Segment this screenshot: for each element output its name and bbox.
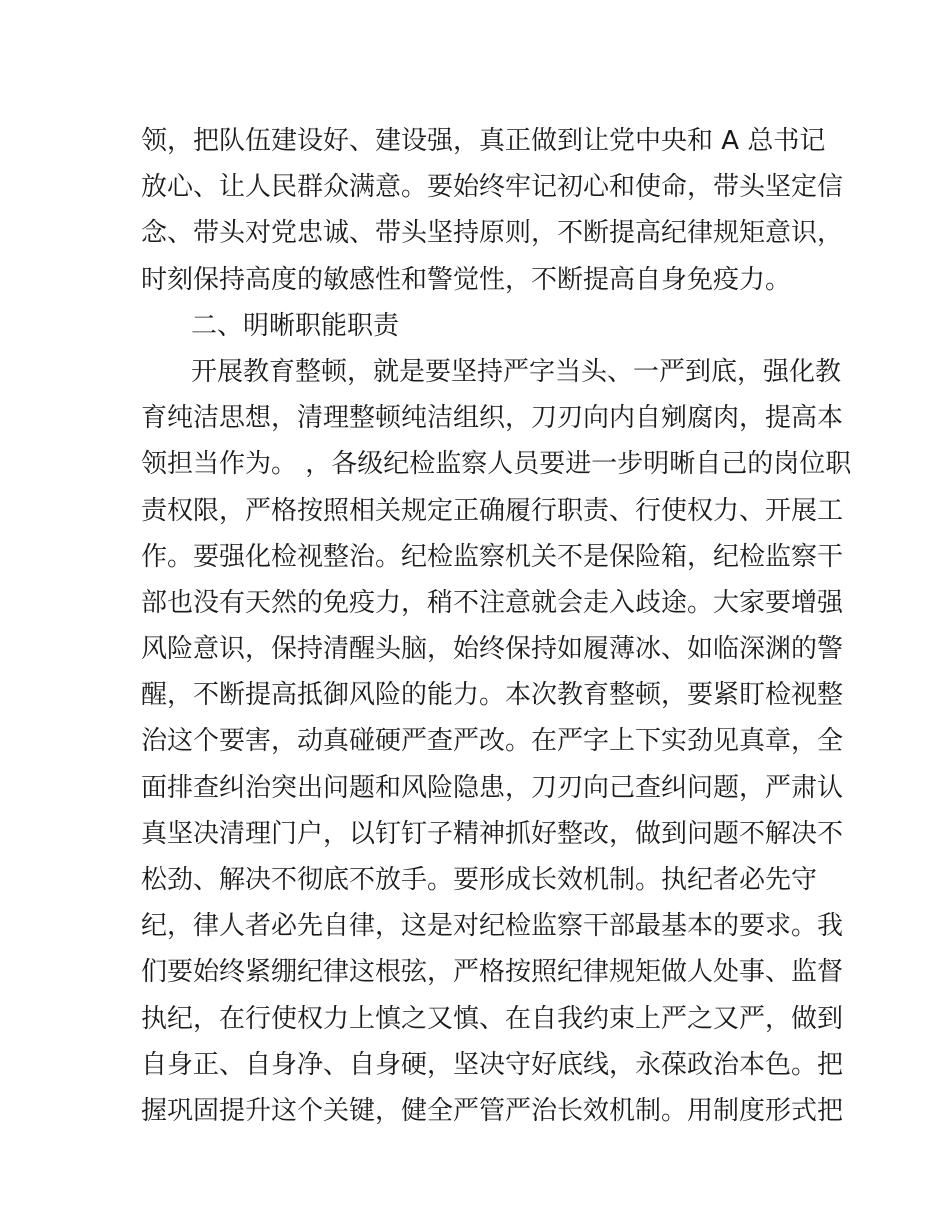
paragraph-line: 真坚决清理门户，以钉钉子精神抓好整改，做到问题不解决不 — [141, 818, 844, 849]
paragraph-2 — [141, 349, 852, 1134]
paragraph-line: 面排查纠治突出问题和风险隐患，刀刃向己查纠问题，严肃认 — [141, 772, 844, 803]
paragraph-line: 自身正、自身净、自身硬，坚决守好底线，永葆政治本色。把 — [141, 1049, 844, 1080]
paragraph-line: 纪，律人者必先自律，这是对纪检监察干部最基本的要求。我 — [141, 911, 844, 942]
paragraph-line: 作。要强化检视整治。纪检监察机关不是保险箱，纪检监察干 — [141, 541, 844, 572]
paragraph-line: 领担当作为。 ，各级纪检监察人员要进一步明晰自己的岗位职 — [141, 449, 852, 480]
paragraph-1 — [141, 118, 844, 303]
paragraph-line: 治这个要害，动真碰硬严查严改。在严字上下实劲见真章，全 — [141, 726, 844, 757]
paragraph-line: 开展教育整顿，就是要坚持严字当头、一严到底，强化教 — [191, 356, 842, 387]
paragraph-line: 执纪，在行使权力上慎之又慎、在自我约束上严之又严，做到 — [141, 1003, 844, 1034]
paragraph-line: 握巩固提升这个关键，健全严管严治长效机制。用制度形式把 — [141, 1095, 844, 1126]
paragraph-line: 放心、让人民群众满意。要始终牢记初心和使命，带头坚定信 — [141, 172, 844, 203]
paragraph-line: 风险意识，保持清醒头脑，始终保持如履薄冰、如临深渊的警 — [141, 634, 844, 665]
paragraph-line: 育纯洁思想，清理整顿纯洁组织，刀刃向内自剜腐肉，提高本 — [141, 403, 844, 434]
paragraph-line: 领，把队伍建设好、建设强，真正做到让党中央和 A 总书记 — [141, 126, 826, 156]
section-heading: 二、明晰职能职责 — [191, 310, 400, 341]
paragraph-line: 们要始终紧绷纪律这根弦，严格按照纪律规矩做人处事、监督 — [141, 957, 844, 988]
paragraph-line: 松劲、解决不彻底不放手。要形成长效机制。执纪者必先守 — [141, 865, 818, 895]
document-body — [141, 118, 852, 1134]
paragraph-line: 责权限，严格按照相关规定正确履行职责、行使权力、开展工 — [141, 495, 844, 526]
paragraph-line: 部也没有天然的免疫力，稍不注意就会走入歧途。大家要增强 — [141, 587, 844, 618]
paragraph-line: 醒，不断提高抵御风险的能力。本次教育整顿，要紧盯检视整 — [141, 680, 844, 711]
paragraph-line: 念、带头对党忠诚、带头坚持原则，不断提高纪律规矩意识， — [141, 218, 844, 249]
paragraph-line: 时刻保持高度的敏感性和警觉性，不断提高自身免疫力。 — [141, 264, 792, 295]
